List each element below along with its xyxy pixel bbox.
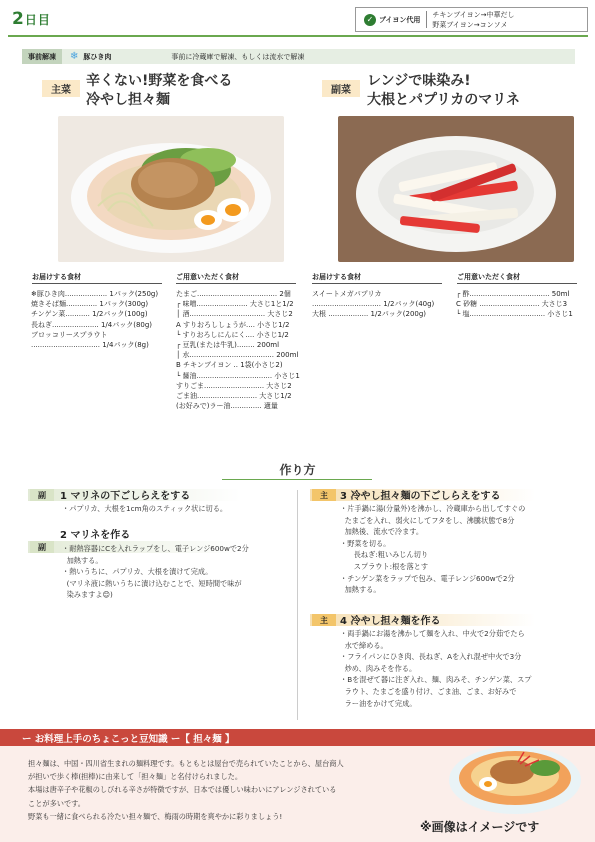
bouillon-rules	[432, 10, 514, 30]
side-title-line1: レンジで味染み!	[367, 73, 471, 89]
snowflake-icon: ❄	[70, 51, 79, 62]
step-4-marker: 主	[312, 614, 336, 626]
step-2-body: ・耐熱容器にCを入れラップをし、電子レンジ600wで2分 加熱する。 ・熱いうちに、パプリカ、大根を漬けて完成。 (マリネ液に熱いうちに漬け込むことで、短時間で味が 染みますよ😊)	[62, 544, 249, 600]
check-icon: ✓	[364, 14, 376, 26]
howto-underline	[222, 479, 372, 480]
bouillon-box	[355, 7, 588, 32]
main-delivered-list: ❄豚ひき肉................... 1パック(250g) 焼きそば麺.............. 1パック(300g) チンゲン菜........... 1/2パック(100g) 長ねぎ..................... 1/4パック(80g) ブロッコリースプラウト ............................... 1/4パック(8g)	[31, 290, 159, 350]
prep-tag: 事前解凍	[22, 49, 62, 64]
bouillon-rule-2: 野菜ブイヨン→コンソメ	[432, 20, 508, 29]
main-prepared-list: たまご.................................... 2個 ┌ 味噌....................... 大さじ1と1/2 │ 酒.................................. 大さじ2 A すりおろししょうが.... 小さじ1/2 └ すりおろしにんにく.... 小さじ1/2 ┌ 豆乳(または牛乳)........ 200ml │ 水...................................... 200ml B チキンブイヨン .. 1袋(小さじ2) └ 醤油.................................. 小さじ1 すりごま........................... 大さじ2 ごま油........................... 大さじ1/2 (お好みで)ラー油.............. 適量	[176, 290, 300, 411]
step-3-text: 冷やし担々麺の下ごしらえをする	[350, 491, 501, 502]
day-label	[12, 9, 51, 29]
step-2-title	[60, 526, 130, 541]
step-3-title	[340, 487, 500, 502]
step-1-body: ・パプリカ、大根を1cm角のスティック状に切る。	[62, 504, 228, 513]
main-dish-badge: 主菜	[42, 80, 80, 97]
prep-desc: 事前に冷蔵庫で解凍、もしくは流水で解凍	[171, 52, 305, 61]
side-delivered-heading: お届けする食材	[312, 272, 442, 284]
bouillon-rule-1: チキンブイヨン→中華だし	[432, 10, 515, 19]
step-2-marker: 副	[30, 541, 54, 553]
day-number: 2	[12, 9, 25, 29]
side-delivered-list: スイートメガパプリカ ............................... 1/2パック(40g) 大根 .................. 1/2パック(200g)	[312, 290, 435, 319]
image-note: ※画像はイメージです	[420, 820, 540, 834]
main-dish-photo	[58, 116, 284, 262]
bouillon-label: ブイヨン代用	[379, 15, 421, 24]
header-rule	[8, 35, 588, 37]
column-divider	[297, 490, 298, 720]
prep-item: 豚ひき肉	[83, 52, 112, 61]
step-3-num: 3	[340, 491, 347, 502]
step-1-text: マリネの下ごしらえをする	[70, 491, 191, 502]
tantanmen-illustration	[440, 734, 590, 818]
side-prepared-list: ┌ 酢.................................... 50ml C 砂糖 ........................... 大さじ3 └ 塩.................................. 小さじ1	[456, 290, 573, 319]
side-dish-title	[367, 72, 520, 110]
step-2-num: 2	[60, 530, 67, 541]
step-2-text: マリネを作る	[70, 530, 131, 541]
step-4-body: ・両手鍋にお湯を沸かして麺を入れ、中火で2分茹でたら 水で締める。 ・フライパンにひき肉、長ねぎ、Aを入れ混ぜ中火で3分 炒め、肉みそを作る。 ・Bを混ぜて器に注ぎ入れ、麺、肉みそ、チンゲン菜、スプ ラウト、たまごを盛り付け、ごま油、ごま、お好みで ラー油をかけて完成。	[340, 629, 532, 708]
main-dish-title	[86, 72, 232, 110]
prep-bar	[22, 49, 575, 64]
step-4-title	[340, 612, 440, 627]
tips-body: 担々麺は、中国・四川省生まれの麺料理です。もともとは屋台で売られていたことから、屋台商人 が担いで歩く棒(担棒)に由来して「担々麺」と名付けられました。 本場は唐辛子や花椒のしびれる辛さが特徴ですが、日本では優しい味わいにアレンジされている ことが多いです。 野菜も一緒に食べられる冷たい担々麺で、梅雨の時期を爽やかに彩りましょう!	[28, 759, 344, 821]
divider	[426, 11, 427, 28]
step-3-body: ・片手鍋に湯(分量外)を沸かし、冷蔵庫から出してすぐの たまごを入れ、弱火にしてフタをし、沸騰状態で8分 加熱後、流水で冷ます。 ・野菜を切る。 長ねぎ:粗いみじん切り スプラウト:根を落とす ・チンゲン菜をラップで包み、電子レンジ600wで2分 加熱する。	[340, 504, 526, 595]
howto-title: 作り方	[279, 463, 316, 477]
step-1-title	[60, 487, 190, 502]
side-prepared-heading: ご用意いただく食材	[457, 272, 577, 284]
main-prepared-heading: ご用意いただく食材	[176, 272, 296, 284]
step-4-text: 冷やし担々麺を作る	[350, 616, 441, 627]
side-dish-photo	[338, 116, 574, 262]
main-delivered-heading: お届けする食材	[32, 272, 162, 284]
side-dish-badge: 副菜	[322, 80, 360, 97]
step-3-marker: 主	[312, 489, 336, 501]
step-4-num: 4	[340, 616, 347, 627]
side-title-line2: 大根とパプリカのマリネ	[367, 92, 521, 108]
tips-header: ー お料理上手のちょこっと豆知識 ー【 担々麺 】	[0, 729, 595, 746]
day-suffix: 日目	[24, 13, 51, 27]
main-title-line1: 辛くない!野菜を食べる	[86, 73, 233, 89]
step-1-num: 1	[60, 491, 67, 502]
main-title-line2: 冷やし担々麺	[86, 92, 170, 108]
step-1-marker: 副	[30, 489, 54, 501]
